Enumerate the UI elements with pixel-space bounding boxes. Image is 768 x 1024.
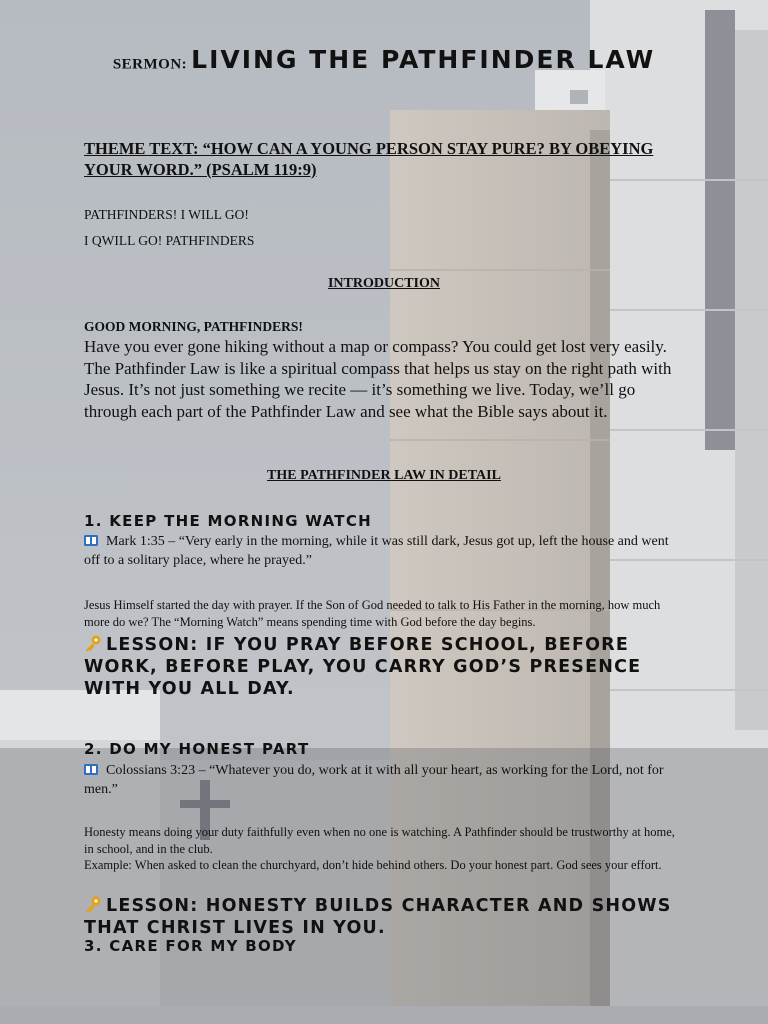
section-1-heading: 1. KEEP THE MORNING WATCH [84, 512, 373, 530]
section-1-lesson [84, 632, 684, 700]
section-3-heading: 3. CARE FOR MY BODY [84, 937, 297, 955]
detail-heading: THE PATHFINDER LAW IN DETAIL [267, 468, 501, 483]
key-icon [84, 895, 102, 913]
sermon-title [0, 44, 768, 80]
section-2-lesson-text: LESSON: HONESTY BUILDS CHARACTER AND SHOWS THAT CHRIST LIVES IN YOU. [84, 896, 672, 938]
chant-line-2: I QWILL GO! PATHFINDERS [84, 233, 255, 248]
key-icon [84, 634, 102, 652]
section-1-verse [84, 533, 679, 570]
section-2-verse-text: Colossians 3:23 – “Whatever you do, work at it with all your heart, as working for the Lord, not for men.” [84, 763, 664, 797]
section-2-example: Example: When asked to clean the churchyard, don’t hide behind others. Do your honest part. God sees your effort. [84, 858, 662, 872]
title-prefix: SERMON: [112, 56, 188, 73]
title-main: LIVING THE PATHFINDER LAW [191, 45, 656, 74]
section-1-verse-text: Mark 1:35 – “Very early in the morning, while it was still dark, Jesus got up, left the house and went off to a solitary place, where he prayed.” [84, 534, 669, 568]
introduction-heading: INTRODUCTION [327, 276, 440, 291]
theme-text: THEME TEXT: “HOW CAN A YOUNG PERSON STAY PURE? BY OBEYING YOUR WORD.” (PSALM 119:9) [84, 139, 654, 179]
introduction-text: Have you ever gone hiking without a map or compass? You could get lost very easily. The Pathfinder Law is like a spiritual compass that helps us stay on the right path with Jesus. It’s not just something we recite — it’s something we live. Today, we’ll go through each part of the Pathfinder Law and see what the Bible says about it. [84, 337, 672, 421]
chant-line-1: PATHFINDERS! I WILL GO! [84, 207, 249, 222]
section-2-verse [84, 762, 679, 799]
open-book-icon [84, 764, 98, 775]
section-1-lesson-text: LESSON: IF YOU PRAY BEFORE SCHOOL, BEFORE WORK, BEFORE PLAY, YOU CARRY GOD’S PRESENCE WITH YOU ALL DAY. [84, 635, 642, 699]
section-2-lesson [84, 893, 684, 939]
section-1-paragraph: Jesus Himself started the day with prayer. If the Son of God needed to talk to His Father in the morning, how much more do we? The “Morning Watch” means spending time with God before the day begins. [84, 598, 661, 629]
section-2-paragraph: Honesty means doing your duty faithfully even when no one is watching. A Pathfinder should be trustworthy at home, in school, and in the club. [84, 825, 675, 856]
greeting: GOOD MORNING, PATHFINDERS! [84, 319, 303, 334]
section-2-heading: 2. DO MY HONEST PART [84, 740, 310, 758]
open-book-icon [84, 535, 98, 546]
